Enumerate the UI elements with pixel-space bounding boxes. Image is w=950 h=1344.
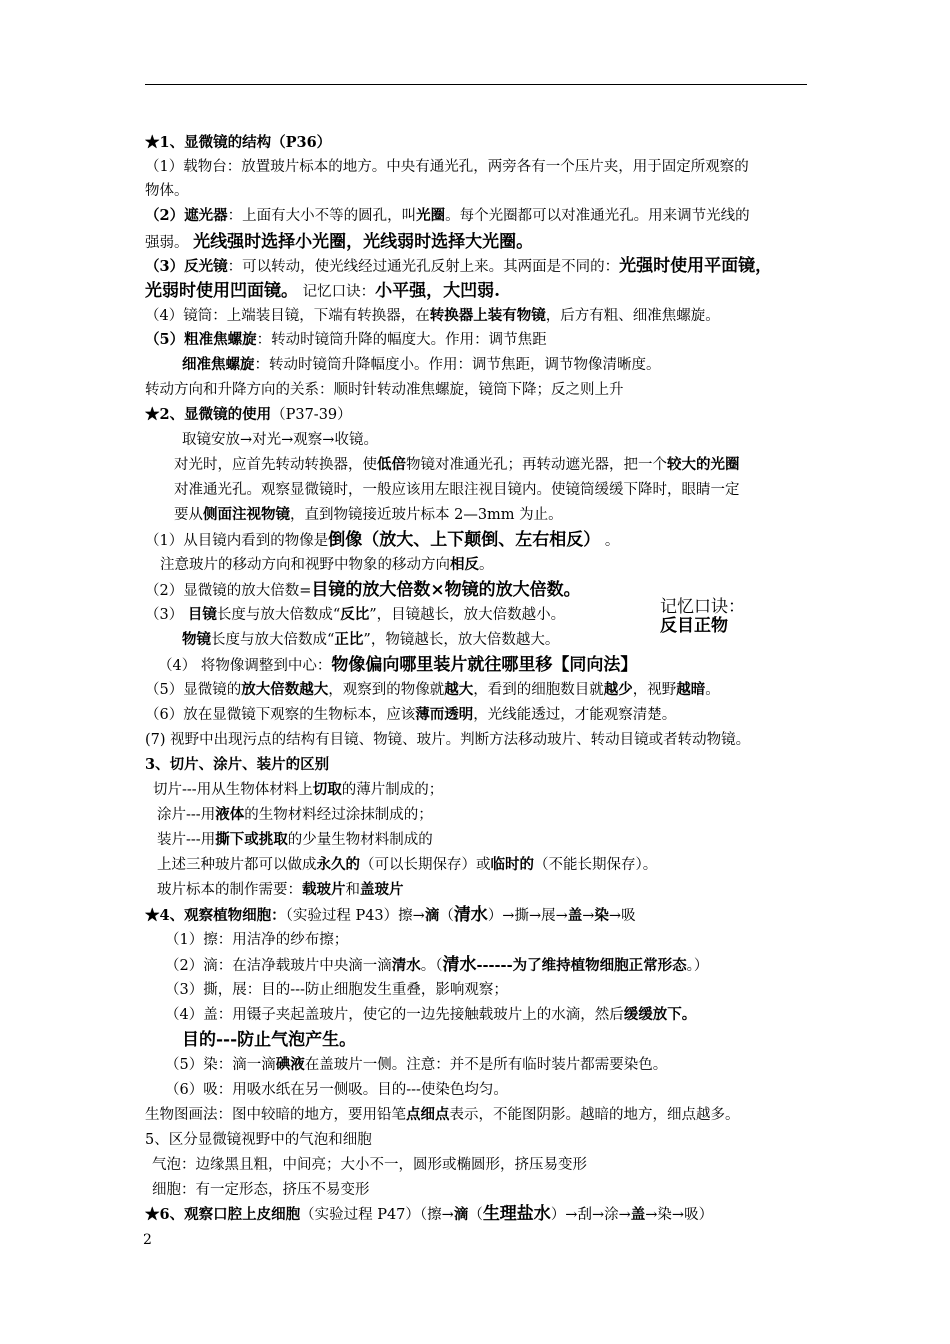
text-segment: 越暗 <box>676 681 706 698</box>
text-segment: 物镜对准通光孔；再转动遮光器，把一个 <box>406 457 667 473</box>
text-segment: 点细点 <box>406 1106 450 1123</box>
text-line <box>145 705 676 725</box>
text-line <box>152 1155 587 1175</box>
text-line <box>153 780 443 800</box>
text-segment: ：上面有大小不等的圆孔，叫 <box>227 208 417 224</box>
text-segment: （1）从目镜内看到的物像是 <box>145 533 329 549</box>
text-segment: （6）吸：用吸水纸在另一侧吸。目的---使染色均匀。 <box>165 1082 508 1098</box>
text-segment: ★2、显微镜的使用 <box>145 406 272 423</box>
text-segment: 长度与放大倍数成“ <box>211 632 335 648</box>
text-segment: ★6、观察口腔上皮细胞 <box>145 1206 301 1223</box>
text-segment: 盖玻片 <box>360 881 404 898</box>
text-line <box>145 580 581 600</box>
text-segment: 放大倍数越大 <box>241 681 329 698</box>
text-segment: 。每个光圈都可以对准通光孔。用来调节光线的 <box>445 208 750 224</box>
text-line <box>165 1055 667 1075</box>
text-segment: 表示，不能图阴影。越暗的地方，细点越多。 <box>449 1107 740 1123</box>
text-segment: 光线强时选择小光圈，光线弱时选择大光圈。 <box>193 232 534 252</box>
side-note-mnemonic: 反目正物 <box>660 616 728 636</box>
text-segment: 生物图画法：图中较暗的地方，要用铅笔 <box>145 1107 406 1123</box>
text-segment: 记忆口诀： <box>298 284 376 300</box>
text-segment: 光弱时使用凹面镜。 <box>145 281 298 301</box>
text-segment: 的少量生物材料制成的 <box>287 832 433 848</box>
text-segment: ”，目镜越长，放大倍数越小。 <box>369 607 566 623</box>
text-segment: ：可以转动，使光线经过通光孔反射上来。其两面是不同的： <box>227 259 620 275</box>
text-segment: 清水 <box>391 957 421 974</box>
text-line <box>157 805 433 825</box>
text-segment: （3） <box>145 607 188 623</box>
text-line <box>152 1180 370 1200</box>
text-segment: 碘液 <box>275 1056 305 1073</box>
text-line <box>145 530 619 550</box>
text-segment: 目镜 <box>187 606 217 623</box>
text-segment: 对光时，应首先转动转换器，使 <box>174 457 377 473</box>
text-segment: ：转动时镜筒升降的幅度大。作用：调节焦距 <box>256 332 547 348</box>
text-segment: 。 <box>479 557 494 573</box>
text-segment: → <box>582 908 595 924</box>
text-segment: 清水 <box>453 905 488 925</box>
text-line <box>182 430 378 450</box>
text-segment: 倒像（放大、上下颠倒、左右相反） <box>328 530 601 550</box>
text-segment: ★1、显微镜的结构（P36） <box>145 134 332 151</box>
text-segment: 细准焦螺旋 <box>182 356 255 373</box>
text-segment: 的生物材料经过涂抹制成的； <box>244 807 433 823</box>
text-segment: 光强时使用平面镜， <box>619 256 773 276</box>
text-line <box>165 980 508 1000</box>
text-line <box>182 1030 356 1050</box>
text-segment: 盖 <box>567 907 583 924</box>
text-segment: 生理盐水 <box>482 1204 551 1224</box>
text-line <box>182 355 661 375</box>
text-segment: （4）镜筒：上端装目镜，下端有转换器，在 <box>145 308 430 324</box>
text-segment: 越少 <box>603 681 633 698</box>
text-segment: 和 <box>345 882 360 898</box>
text-segment: 切片---用从生物体材料上 <box>153 782 313 798</box>
text-segment: 小平强，大凹弱. <box>375 281 501 301</box>
text-segment: （2）显微镜的放大倍数= <box>145 583 312 599</box>
text-segment: （4）盖：用镊子夹起盖玻片，使它的一边先接触载玻片上的水滴，然后 <box>165 1007 624 1023</box>
text-segment: 正比 <box>334 631 364 648</box>
text-segment: ）→撕→展→ <box>487 908 568 924</box>
text-segment: 在盖玻片一侧。注意：并不是所有临时装片都需要染色。 <box>304 1057 668 1073</box>
text-line <box>145 755 329 775</box>
text-segment: （5）粗准焦螺旋 <box>145 331 257 348</box>
text-segment: 载玻片 <box>302 881 346 898</box>
text-segment: （不能长期保存）。 <box>534 857 658 873</box>
text-segment: 盖 <box>630 1206 646 1223</box>
text-segment: 液体 <box>215 806 245 823</box>
text-line <box>145 256 772 276</box>
text-segment: 撕下或挑取 <box>215 831 288 848</box>
text-line <box>165 1005 696 1025</box>
text-segment: 涂片---用 <box>157 807 216 823</box>
text-segment: （P37-39） <box>271 407 352 423</box>
text-line <box>145 405 352 425</box>
text-line <box>174 455 740 475</box>
text-line <box>165 930 348 950</box>
text-segment: 转动方向和升降方向的关系：顺时针转动准焦螺旋，镜筒下降；反之则上升 <box>145 382 624 398</box>
text-line <box>174 505 563 525</box>
text-segment: 气泡：边缘黑且粗，中间亮；大小不一，圆形或椭圆形，挤压易变形 <box>152 1157 587 1173</box>
text-segment: 缓缓放下。 <box>623 1006 697 1023</box>
text-line <box>145 206 750 226</box>
text-segment: 转换器上装有物镜 <box>429 307 546 324</box>
text-line <box>145 730 750 750</box>
text-segment: 。（ <box>420 958 443 974</box>
text-segment: 较大的光圈 <box>667 456 740 473</box>
text-segment: （3）反光镜 <box>145 258 228 275</box>
text-segment: 切取 <box>312 781 342 798</box>
text-segment: 临时的 <box>490 856 534 873</box>
text-segment: 物体。 <box>145 183 189 199</box>
text-segment: 目的---防止气泡产生。 <box>182 1030 357 1050</box>
text-segment: ，后方有粗、细准焦螺旋。 <box>545 308 720 324</box>
text-segment: 上述三种玻片都可以做成 <box>157 857 317 873</box>
text-segment: ，看到的细胞数目就 <box>473 682 604 698</box>
text-segment: （6）放在显微镜下观察的生物标本，应该 <box>145 707 416 723</box>
text-line <box>145 605 565 625</box>
text-line <box>145 380 624 400</box>
text-segment: 侧面注视物镜 <box>203 506 290 523</box>
text-segment: （3）撕，展：目的---防止细胞发生重叠，影响观察； <box>165 982 508 998</box>
text-segment: 长度与放大倍数成“ <box>216 607 341 623</box>
text-segment: （1）载物台：放置玻片标本的地方。中央有通光孔，两旁各有一个压片夹，用于固定所观察的 <box>145 159 749 175</box>
text-segment: 低倍 <box>377 456 406 473</box>
text-segment: 。） <box>686 958 709 974</box>
text-segment: ，光线能透过，才能观察清楚。 <box>473 707 677 723</box>
text-line <box>145 1204 713 1224</box>
text-segment: 5、区分显微镜视野中的气泡和细胞 <box>145 1132 372 1148</box>
text-segment: （2）滴：在洁净载玻片中央滴一滴 <box>165 958 392 974</box>
text-segment: →吸 <box>608 908 636 924</box>
text-segment: 清水 <box>442 955 477 975</box>
text-segment: 反比 <box>340 606 370 623</box>
text-line <box>145 330 547 350</box>
text-segment: （实验过程 P47）（擦→ <box>300 1207 454 1223</box>
text-line <box>145 306 720 326</box>
text-segment: （5）显微镜的 <box>145 682 242 698</box>
text-line <box>157 855 657 875</box>
text-segment: 染 <box>594 907 609 924</box>
text-line <box>182 630 559 650</box>
text-segment: 取镜安放→对光→观察→收镜。 <box>182 432 378 448</box>
text-segment: 要从 <box>174 507 203 523</box>
text-segment: ）→刮→涂→ <box>550 1207 631 1223</box>
text-line <box>145 181 189 201</box>
text-line <box>165 955 708 975</box>
text-line <box>145 1130 372 1150</box>
text-segment: 滴 <box>453 1206 469 1223</box>
text-segment: 。 <box>600 533 620 549</box>
text-segment: 注意玻片的移动方向和视野中物象的移动方向 <box>160 557 450 573</box>
text-line <box>157 880 404 900</box>
text-segment: 薄而透明 <box>415 706 474 723</box>
text-segment: ------ <box>476 957 513 974</box>
text-segment: ，直到物镜接近玻片标本 2—3mm 为止。 <box>290 507 563 523</box>
text-segment: 越大 <box>444 681 474 698</box>
text-segment: (7) 视野中出现污点的结构有目镜、物镜、玻片。判断方法移动玻片、转动目镜或者转动物镜。 <box>145 732 751 748</box>
text-segment: 对准通光孔。观察显微镜时，一般应该用左眼注视目镜内。使镜筒缓缓下降时，眼睛一定 <box>174 482 740 498</box>
text-line <box>174 480 740 500</box>
page-number: 2 <box>143 1232 152 1248</box>
text-line <box>145 1105 740 1125</box>
side-note-label: 记忆口诀： <box>660 597 745 617</box>
text-segment: 装片---用 <box>157 832 216 848</box>
text-segment: 永久的 <box>316 856 360 873</box>
text-line <box>165 1080 508 1100</box>
text-segment: 光圈 <box>416 207 446 224</box>
text-segment: （ <box>468 1207 483 1223</box>
text-segment: （2）遮光器 <box>145 207 228 224</box>
text-line <box>157 830 433 850</box>
text-segment: （1）擦：用洁净的纱布擦； <box>165 932 349 948</box>
text-segment: ”，物镜越长，放大倍数越大。 <box>363 632 560 648</box>
text-line <box>145 905 636 925</box>
text-segment: （5）染：滴一滴 <box>165 1057 276 1073</box>
text-segment: 物镜 <box>182 631 211 648</box>
text-segment: 目镜的放大倍数×物镜的放大倍数。 <box>311 580 581 600</box>
text-segment: （实验过程 P43）擦→ <box>285 908 425 924</box>
text-line <box>158 655 637 675</box>
text-segment: 为了维持植物细胞正常形态 <box>512 957 687 974</box>
text-segment: 强弱。 <box>145 235 194 251</box>
text-segment: 玻片标本的制作需要： <box>157 882 302 898</box>
text-line <box>160 555 494 575</box>
text-segment: （ <box>439 908 454 924</box>
text-line <box>145 157 749 177</box>
text-segment: 的薄片制成的； <box>341 782 444 798</box>
text-segment: ，观察到的物像就 <box>328 682 445 698</box>
text-segment: （可以长期保存）或 <box>360 857 491 873</box>
text-line <box>145 133 331 153</box>
text-segment: 相反 <box>450 556 479 573</box>
text-segment: 滴 <box>424 907 440 924</box>
text-segment: 。 <box>705 682 720 698</box>
text-segment: 3、切片、涂片、装片的区别 <box>145 756 330 773</box>
text-segment: ，视野 <box>632 682 677 698</box>
text-line <box>145 232 533 252</box>
text-segment: 物像偏向哪里装片就往哪里移【同向法】 <box>331 655 638 675</box>
text-segment: ★4、观察植物细胞： <box>145 907 286 924</box>
header-rule <box>145 84 807 85</box>
text-segment: ：转动时镜筒升降幅度小。作用：调节焦距，调节物像清晰度。 <box>254 357 661 373</box>
text-segment: （4） 将物像调整到中心： <box>158 658 332 674</box>
text-line <box>145 281 500 301</box>
text-segment: →染→吸） <box>645 1207 714 1223</box>
text-segment: 细胞：有一定形态，挤压不易变形 <box>152 1182 370 1198</box>
text-line <box>145 680 720 700</box>
